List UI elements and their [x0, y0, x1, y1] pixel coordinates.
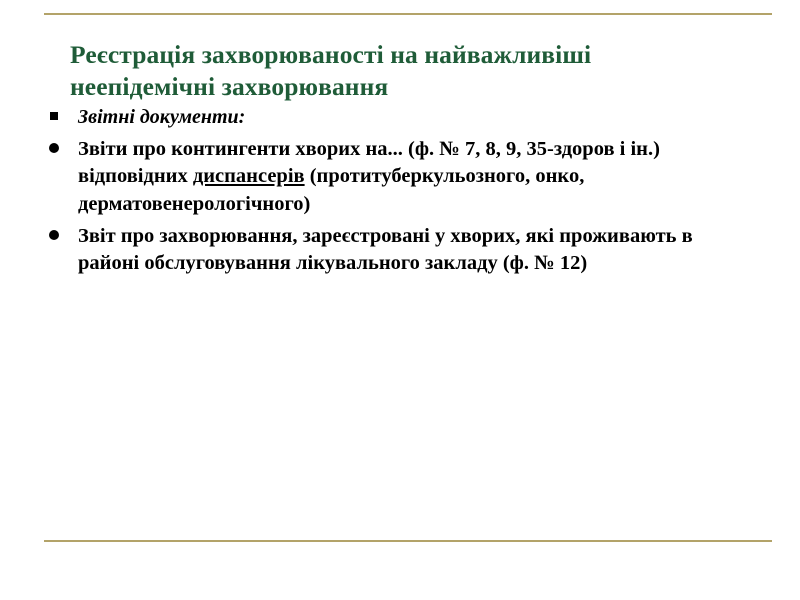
list-item-text-underlined: диспансерів: [192, 165, 305, 188]
list-item: [38, 136, 738, 218]
disc-bullet-icon: [49, 230, 59, 240]
bottom-divider: [44, 540, 772, 542]
disc-bullet-icon: [49, 143, 59, 153]
list-item: [38, 104, 738, 130]
list-item: [38, 223, 738, 278]
list-item-text-after: (протитуберкульозного, онко, дерматовенерологічного): [78, 165, 585, 215]
page-title: Реєстрація захворюваності на найважливіші неепідемічні захворювання: [70, 40, 592, 101]
list-item-text-before: Звіти про контингенти хворих на... (ф. № 7, 8, 9, 35-здоров і ін.) відповідних: [78, 138, 660, 188]
bullet-list: [38, 104, 738, 277]
list-item-text: Звітні документи:: [78, 106, 246, 128]
slide-body: [38, 104, 738, 282]
square-bullet-icon: [50, 112, 58, 120]
top-divider: [44, 13, 772, 15]
list-item-text: Звіт про захворювання, зареєстровані у хворих, які проживають в районі обслуговування лікувального закладу (ф. № 12): [78, 224, 693, 274]
